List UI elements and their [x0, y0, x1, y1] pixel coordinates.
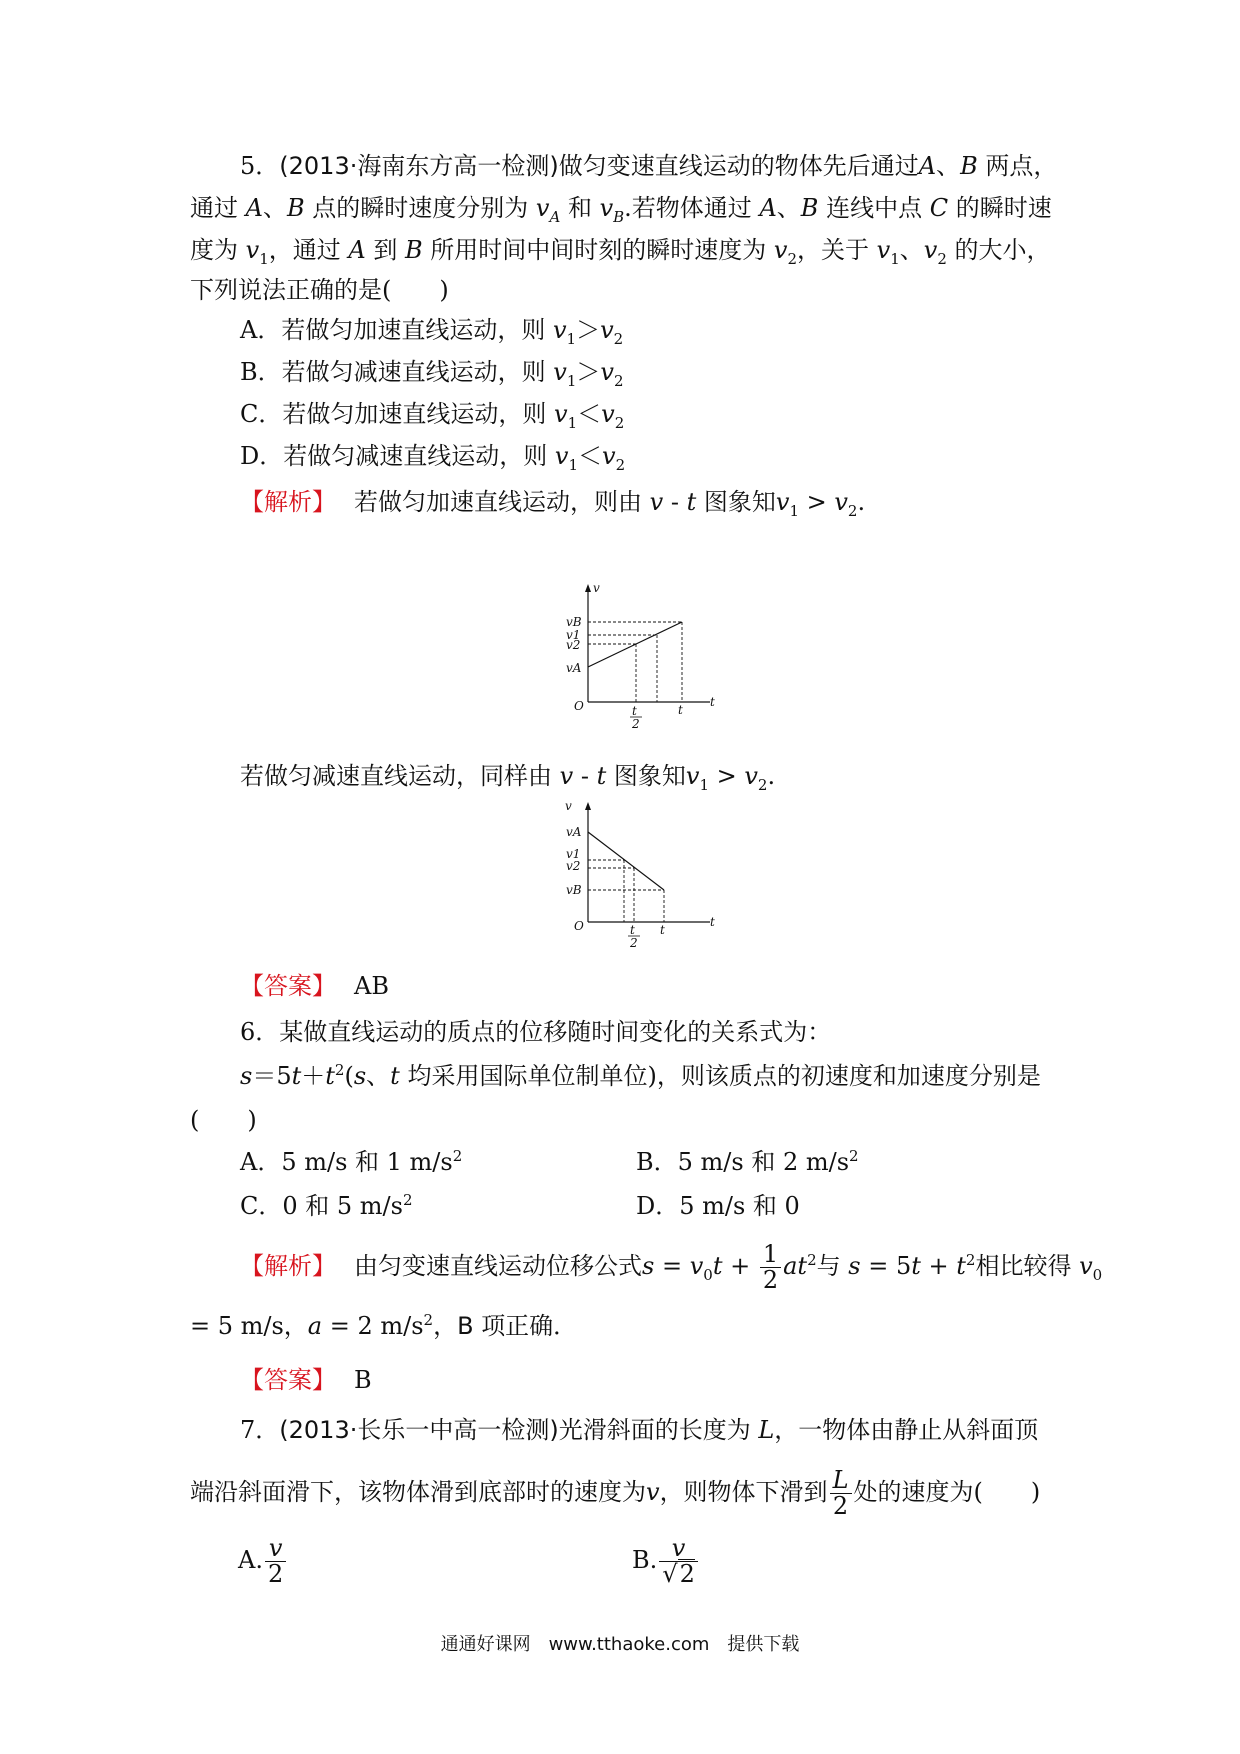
origin-label: O	[574, 919, 584, 933]
v-axis-arrow	[585, 584, 591, 592]
q6-line3: ( )	[190, 1106, 257, 1134]
q6-option-d: D．5 m/s 和 0	[636, 1192, 800, 1220]
q5-option-b: B．若做匀减速直线运动，则 $v_1>v_2$	[240, 358, 624, 390]
velocity-line	[588, 622, 682, 667]
label-half-t: t	[630, 923, 635, 937]
label-va: vA	[566, 825, 582, 839]
q7-line1: 7．(2013·长乐一中高一检测)光滑斜面的长度为 L，一物体由静止从斜面顶	[240, 1416, 1039, 1444]
label-t: t	[678, 703, 683, 717]
q7-option-b: B. $\frac{v}{√2}$	[632, 1536, 700, 1587]
q5-analysis-1: 【解析】 若做匀加速直线运动，则由 v - t 图象知$v_1 > v_2$.	[240, 488, 866, 520]
label-vb: vB	[566, 615, 582, 629]
q6-analysis-1: 【解析】 由匀变速直线运动位移公式$s = v_0t$ + $\frac{1}{2}$ $at^2$与 $s = 5t + t^2$相比较得 $v_0$	[240, 1240, 1103, 1295]
label-t: t	[660, 923, 665, 937]
q6-option-b: B．5 m/s 和 2 $m/s^2$	[636, 1147, 859, 1176]
axis-t-label: t	[710, 915, 715, 929]
q5-analysis-2: 若做匀减速直线运动，同样由 v - t 图象知$v_1 > v_2$.	[240, 762, 776, 794]
axis-t-label: t	[710, 695, 715, 709]
label-v2: v2	[566, 638, 581, 652]
q5-option-d: D．若做匀减速直线运动，则 $v_1<v_2$	[240, 442, 626, 474]
q5-line4: 下列说法正确的是( )	[190, 276, 449, 304]
vt-graph-accelerating	[560, 581, 730, 731]
label-v1: v1	[566, 847, 581, 861]
q5-line3: 度为 $v_1$，通过 A 到 B 所用时间中间时刻的瞬时速度为 $v_2$，关于 $v_1$、$v_2$ 的大小，	[190, 236, 1051, 268]
fraction-half: $\frac{1}{2}$	[760, 1242, 781, 1293]
q5-line1: 5．(2013·海南东方高一检测)做匀变速直线运动的物体先后通过A、B 两点，	[240, 152, 1058, 180]
q5-line2: 通过 A、B 点的瞬时速度分别为 $v_A$ 和 $v_B$.若物体通过 A、B 连线中点 C 的瞬时速	[190, 194, 1052, 226]
label-vb: vB	[566, 883, 582, 897]
q5-option-c: C．若做匀加速直线运动，则 $v_1<v_2$	[240, 400, 625, 432]
fraction-v-over-2: $\frac{v}{2}$	[265, 1536, 286, 1587]
q5-option-a: A．若做匀加速直线运动，则 $v_1>v_2$	[240, 316, 624, 348]
q7-option-a: A. $\frac{v}{2}$	[238, 1536, 288, 1587]
q6-line2: $s=5t+t^2(s$、t 均采用国际单位制单位)，则该质点的初速度和加速度分别是	[240, 1061, 1041, 1090]
label-half-t: t	[632, 704, 637, 718]
v-axis-arrow	[585, 802, 591, 810]
label-half-den: 2	[630, 936, 638, 950]
vt-graph-decelerating	[560, 799, 730, 950]
axis-v-label: v	[593, 581, 600, 595]
fraction-l-half: $\frac{L}{2}$	[830, 1468, 852, 1519]
q6-answer-value: B	[354, 1366, 372, 1394]
analysis-tag: 【解析】	[240, 1252, 336, 1281]
q6-line1: 6．某做直线运动的质点的位移随时间变化的关系式为：	[240, 1018, 832, 1046]
fraction-v-over-sqrt2: $\frac{v}{√2}$	[659, 1536, 698, 1587]
velocity-line	[588, 832, 664, 890]
q7-line2: 端沿斜面滑下，该物体滑到底部时的速度为v，则物体下滑到 $\frac{L}{2}$ 处的速度为( )	[190, 1466, 1041, 1521]
answer-tag: 【答案】	[240, 972, 336, 1000]
label-v2: v2	[566, 859, 581, 873]
q6-answer	[240, 1364, 372, 1396]
label-half-den: 2	[632, 717, 640, 731]
label-va: vA	[566, 661, 582, 675]
q5-source: (2013·海南东方高一检测)	[279, 152, 559, 180]
answer-tag: 【答案】	[240, 1366, 336, 1394]
q6-option-c: C．0 和 5 $m/s^2$	[240, 1191, 413, 1220]
analysis-tag: 【解析】	[240, 488, 336, 516]
page-footer: 通通好课网 www.tthaoke.com 提供下载	[440, 1634, 800, 1655]
q6-option-a: A．5 m/s 和 1 $m/s^2$	[240, 1147, 463, 1176]
label-v1: v1	[566, 628, 581, 642]
q5-answer	[240, 970, 389, 1002]
q5-answer-value: AB	[354, 972, 389, 1000]
q6-analysis-2: = 5 m/s，a = 2 $m/s^2$，B 项正确．	[190, 1311, 578, 1340]
origin-label: O	[574, 699, 584, 713]
q7-source: (2013·长乐一中高一检测)	[279, 1416, 559, 1444]
axis-v-label: v	[565, 799, 572, 813]
